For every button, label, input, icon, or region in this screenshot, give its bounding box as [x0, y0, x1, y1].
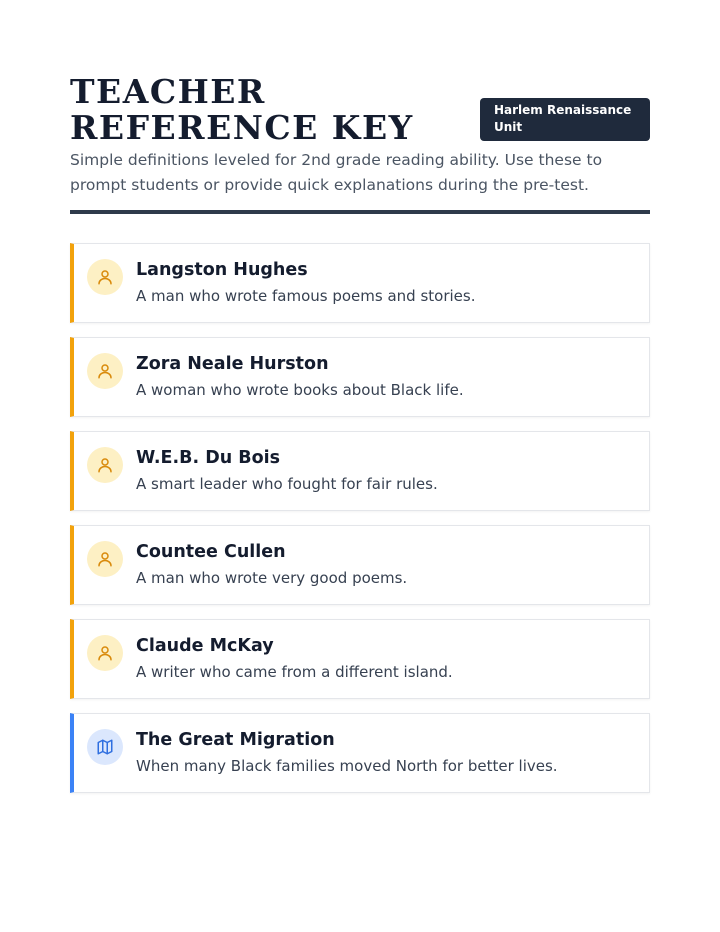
- definition-card: [70, 713, 650, 793]
- definition-text: A woman who wrote books about Black life.: [136, 381, 464, 399]
- page-header: [70, 0, 650, 147]
- definition-term: Countee Cullen: [136, 542, 286, 562]
- definition-text: A smart leader who fought for fair rules.: [136, 475, 438, 493]
- definition-list: [70, 243, 650, 807]
- person-icon: [87, 353, 123, 389]
- header-divider: [70, 210, 650, 214]
- definition-term: W.E.B. Du Bois: [136, 448, 281, 468]
- definition-card: [70, 619, 650, 699]
- definition-card: [70, 525, 650, 605]
- definition-card: [70, 243, 650, 323]
- page-subtitle: Simple definitions leveled for 2nd grade reading ability. Use these to prompt students or provide quick explanations during the pre-test.: [70, 151, 603, 194]
- map-icon: [87, 729, 123, 765]
- reference-page: [70, 0, 650, 775]
- person-icon: [87, 259, 123, 295]
- definition-term: Zora Neale Hurston: [136, 354, 329, 374]
- person-icon: [87, 635, 123, 671]
- page-title: TEACHER REFERENCE KEY: [70, 72, 414, 147]
- definition-text: A man who wrote famous poems and stories.: [136, 287, 476, 305]
- definition-text: A writer who came from a different island.: [136, 663, 453, 681]
- definition-text: When many Black families moved North for better lives.: [136, 757, 558, 775]
- person-icon: [87, 447, 123, 483]
- definition-card: [70, 431, 650, 511]
- definition-card: [70, 337, 650, 417]
- definition-text: A man who wrote very good poems.: [136, 569, 408, 587]
- definition-term: Langston Hughes: [136, 260, 308, 280]
- definition-term: The Great Migration: [136, 730, 335, 750]
- definition-term: Claude McKay: [136, 636, 274, 656]
- person-icon: [87, 541, 123, 577]
- unit-badge: Harlem Renaissance Unit: [480, 98, 650, 141]
